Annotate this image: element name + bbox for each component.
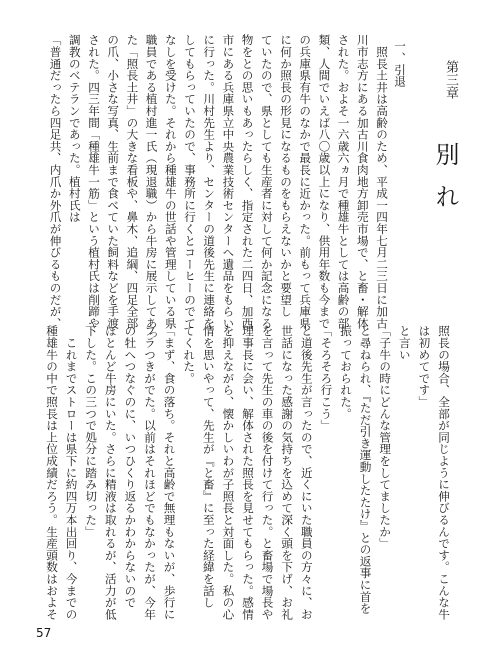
- right-text-column: なしを受けた。それから種雄牛の世話や管理している県: [163, 34, 178, 329]
- right-text-column: 照長土井は高齢のため、平成一四年七月二三日に加古: [375, 34, 389, 329]
- left-text-column: を言って先生の車の後を付けて行った。と畜場で場長や: [260, 325, 275, 620]
- page-number: 57: [36, 626, 52, 640]
- right-text-column: の兵庫県有牛のなかで最長に近かった。前もって兵庫県: [298, 34, 313, 329]
- left-text-column: 下した。この三つで処分に踏み切った」: [84, 325, 99, 538]
- left-text-column: ほとんど牛房にいた。さらに精液は取れるが、活力が低: [103, 325, 118, 620]
- right-text-column: 職員である植村進一氏（現退職）から牛房に展示してあっ: [144, 34, 159, 341]
- left-text-column: フラつきがでた。以前はそれほどでもなかったが、今年: [143, 325, 157, 620]
- left-text-column: 「そろそろ行こう」: [319, 325, 334, 432]
- left-text-column: と言い: [397, 325, 412, 361]
- left-text-column: の牡へつなぐのに、いつひくり返るかわからないので: [123, 325, 138, 609]
- left-text-column: 照長の場合、全部が同じように伸びるんです。こんな牛: [437, 325, 451, 620]
- chapter-label: 第三章: [443, 60, 458, 99]
- left-text-column: これまでストローは県下に約四万本出回り、今までの: [64, 325, 79, 620]
- right-text-column: に何か照長の形見になるものをもらえないかと要望し: [279, 34, 293, 318]
- right-text-column: 市にある兵庫県立中央農業技術センターへ遺品をもらい: [221, 34, 236, 329]
- left-text-column: は初めてです」: [417, 325, 432, 408]
- right-text-column: 川市志方にある加古川食肉地方卸売市場で、と畜・解体: [355, 34, 370, 329]
- left-text-column: と尋ねられ、『ただ引き運動したたけ』との返事に首を: [358, 325, 373, 615]
- left-text-column: 振っておられた。: [339, 325, 353, 420]
- right-text-column: 物をとの思いもあったらしく、指定された二四日、加西: [240, 34, 255, 329]
- right-text-column: 調教のベテランであった。植村氏は: [67, 34, 82, 223]
- left-text-column: を抑えながら、懐かしいわが子照長と対面した。私の心: [221, 325, 236, 620]
- right-text-column: 「普通だったら四足共、内爪か外爪が伸びるものだが、: [48, 34, 63, 329]
- left-text-column: 情を思いやって、先生が『と畜』に至った経緯を話し: [201, 325, 216, 609]
- right-text-column: の爪、小さな写真、生前まで食べていた飼料などを手渡: [106, 34, 121, 329]
- right-text-column: された。およそ一六歳六ヵ月で種雄牛としては高齢の部: [336, 34, 351, 329]
- section-heading: 一、引退: [393, 40, 407, 88]
- right-text-column: に行った。川村先生より、センターの道後先生に連絡を: [202, 34, 217, 329]
- left-text-column: 理事長に会い、解体された照長を見せてもらった。感情: [241, 325, 255, 620]
- right-text-column: してもらっていたので、事務所に行くとコーヒーのでて: [183, 34, 197, 329]
- left-text-column: 世話になった感謝の気持ちを込めて深く頭を下げ、お礼: [280, 325, 295, 620]
- right-text-column: された。四三年間「種雄牛一筋」という植村氏は削蹄や: [87, 34, 101, 329]
- right-text-column: た「照長土井」の大きな看板や、鼻木、追綱、四足全部: [125, 34, 140, 329]
- right-text-column: ていたので、県としても生産者に対して何か記念になる: [259, 34, 274, 329]
- left-text-column: 「まず、食の落ち。それと高齢で無理もないが、歩行に: [162, 325, 177, 620]
- chapter-title: 別れ: [431, 142, 459, 226]
- left-text-column: てくれた。: [182, 325, 197, 384]
- left-text-column: と道後先生が言ったので、近くにいた職員の方々に、お: [299, 325, 314, 620]
- right-text-column: 類、人間でいえば八〇歳以上になり、供用年数も今まで: [317, 34, 332, 329]
- left-text-column: 「子牛の時にどんな管理をしてましたか」: [378, 325, 393, 550]
- left-text-column: 種雄牛の中で照長は上位成績だろう。生産頭数はおよそ: [45, 325, 59, 620]
